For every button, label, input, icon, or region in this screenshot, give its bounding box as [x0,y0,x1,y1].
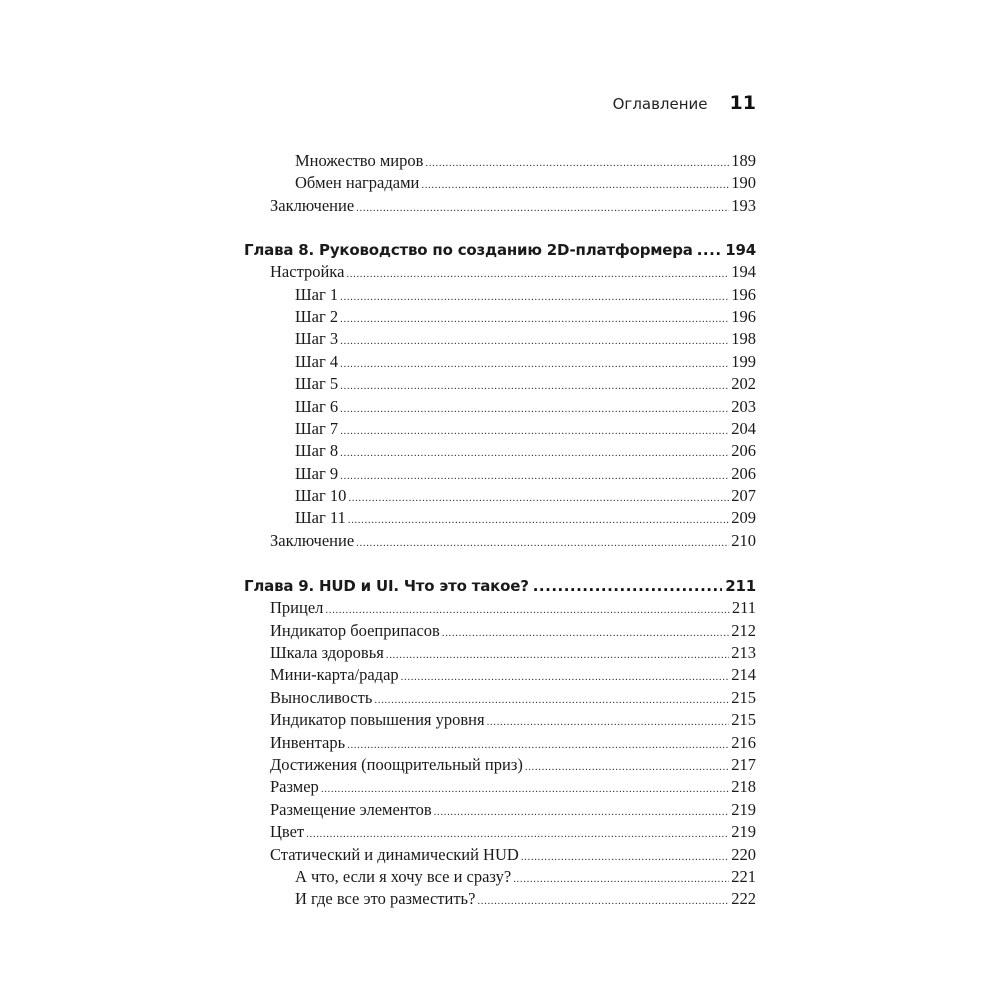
toc-entry [244,418,756,440]
dot-leader [477,890,729,912]
toc-entry [244,530,756,552]
toc-entry-page: 222 [731,889,756,909]
toc-entry-title: Шаг 10 [295,486,347,506]
dot-leader [356,197,729,219]
toc-entry [244,776,756,798]
page-number: 11 [729,92,756,114]
dot-leader [487,711,730,733]
toc-entry-page: 219 [731,799,756,819]
dot-leader [356,532,729,554]
dot-leader [434,801,730,823]
toc-entry-title: Индикатор повышения уровня [270,710,485,730]
toc-entry [244,754,756,776]
toc-chapter-entry [244,575,756,597]
dot-leader [340,353,729,375]
toc-entry-page: 193 [731,195,756,215]
toc-entry-page: 207 [731,486,756,506]
toc-entry [244,888,756,910]
dot-leader [348,487,729,509]
toc-entry-page: 211 [725,577,756,596]
dot-leader [340,286,729,308]
toc-entry [244,687,756,709]
toc-entry-title: Индикатор боеприпасов [270,620,440,640]
toc-entry [244,799,756,821]
toc-entry-title: Достижения (поощрительный приз) [270,754,523,774]
dot-leader [521,846,729,868]
toc-entry-page: 196 [731,284,756,304]
toc-entry-page: 190 [731,173,756,193]
toc-entry [244,709,756,731]
toc-entry-title: Цвет [270,822,305,842]
table-of-contents [244,150,756,911]
toc-entry [244,463,756,485]
toc-entry-page: 221 [731,866,756,886]
toc-entry [244,396,756,418]
toc-entry-title: Шаг 3 [295,329,339,349]
dot-leader [525,756,729,778]
toc-entry-title: Глава 9. HUD и UI. Что это такое? [244,577,529,596]
toc-entry [244,440,756,462]
toc-entry-page: 215 [731,687,756,707]
toc-entry-page: 213 [731,643,756,663]
toc-entry-title: Шкала здоровья [270,643,384,663]
toc-entry-title: Шаг 9 [295,463,339,483]
toc-entry [244,821,756,843]
dot-leader [697,239,723,261]
toc-entry-page: 204 [731,418,756,438]
dot-leader [325,599,729,621]
toc-entry-page: 199 [731,351,756,371]
toc-entry-title: Заключение [270,195,355,215]
toc-entry [244,597,756,619]
book-page [244,0,756,1000]
dot-leader [421,174,729,196]
toc-entry-page: 210 [731,530,756,550]
toc-entry-title: Глава 8. Руководство по созданию 2D-платформера [244,241,693,260]
toc-entry-page: 194 [725,241,756,260]
toc-entry-title: Шаг 5 [295,374,339,394]
toc-entry-page: 219 [731,822,756,842]
dot-leader [306,823,729,845]
dot-leader [513,868,729,890]
toc-entry-title: Шаг 4 [295,351,339,371]
toc-entry-page: 203 [731,396,756,416]
toc-entry [244,866,756,888]
toc-chapter-entry [244,239,756,261]
dot-leader [340,330,729,352]
running-header [244,92,756,122]
toc-entry-page: 218 [731,777,756,797]
toc-entry [244,261,756,283]
toc-entry-title: Статический и динамический HUD [270,844,519,864]
dot-leader [321,778,729,800]
toc-entry-title: Обмен наградами [295,173,420,193]
toc-entry [244,328,756,350]
header-title: Оглавление [612,95,708,113]
dot-leader [340,375,729,397]
toc-entry [244,844,756,866]
toc-entry-page: 206 [731,441,756,461]
toc-entry-title: Размещение элементов [270,799,432,819]
dot-leader [425,152,729,174]
toc-entry [244,642,756,664]
toc-entry [244,150,756,172]
toc-entry-title: Шаг 6 [295,396,339,416]
dot-leader [386,644,729,666]
toc-entry-title: Мини-карта/радар [270,665,399,685]
dot-leader [346,263,729,285]
toc-entry [244,664,756,686]
toc-entry-title: Множество миров [295,151,424,170]
toc-entry-page: 198 [731,329,756,349]
toc-entry-title: Шаг 11 [295,508,346,528]
toc-entry-title: Выносливость [270,687,373,707]
toc-entry [244,373,756,395]
dot-leader [533,575,723,597]
dot-leader [340,465,729,487]
toc-entry-title: Настройка [270,262,345,282]
toc-entry-title: Прицел [270,598,324,618]
toc-entry-page: 220 [731,844,756,864]
toc-entry-title: И где все это разместить? [295,889,476,909]
toc-entry-page: 211 [731,598,756,618]
dot-leader [348,509,730,531]
toc-entry [244,172,756,194]
toc-entry-title: Шаг 8 [295,441,339,461]
toc-entry-title: Размер [270,777,319,797]
dot-leader [401,666,730,688]
toc-entry [244,306,756,328]
toc-entry-title: Инвентарь [270,732,346,752]
toc-entry [244,351,756,373]
toc-entry [244,620,756,642]
dot-leader [442,622,729,644]
toc-entry-page: 212 [731,620,756,640]
toc-entry-title: Шаг 2 [295,306,339,326]
dot-leader [340,420,729,442]
toc-entry-title: А что, если я хочу все и сразу? [295,866,512,886]
toc-entry-page: 196 [731,306,756,326]
toc-entry-title: Шаг 7 [295,418,339,438]
toc-entry-page: 215 [731,710,756,730]
dot-leader [340,398,729,420]
toc-entry-page: 209 [731,508,756,528]
dot-leader [340,308,729,330]
toc-entry-title: Шаг 1 [295,284,339,304]
toc-entry-page: 206 [731,463,756,483]
toc-entry-page: 194 [731,262,756,282]
toc-entry-page: 214 [731,665,756,685]
toc-entry [244,284,756,306]
toc-entry-page: 202 [731,374,756,394]
toc-entry-page: 216 [731,732,756,752]
toc-entry [244,507,756,529]
toc-entry [244,195,756,217]
toc-entry-title: Заключение [270,530,355,550]
dot-leader [340,442,729,464]
dot-leader [347,734,729,756]
toc-entry-page: 189 [731,151,756,170]
dot-leader [374,689,729,711]
toc-entry [244,732,756,754]
toc-entry [244,485,756,507]
toc-entry-page: 217 [731,754,756,774]
